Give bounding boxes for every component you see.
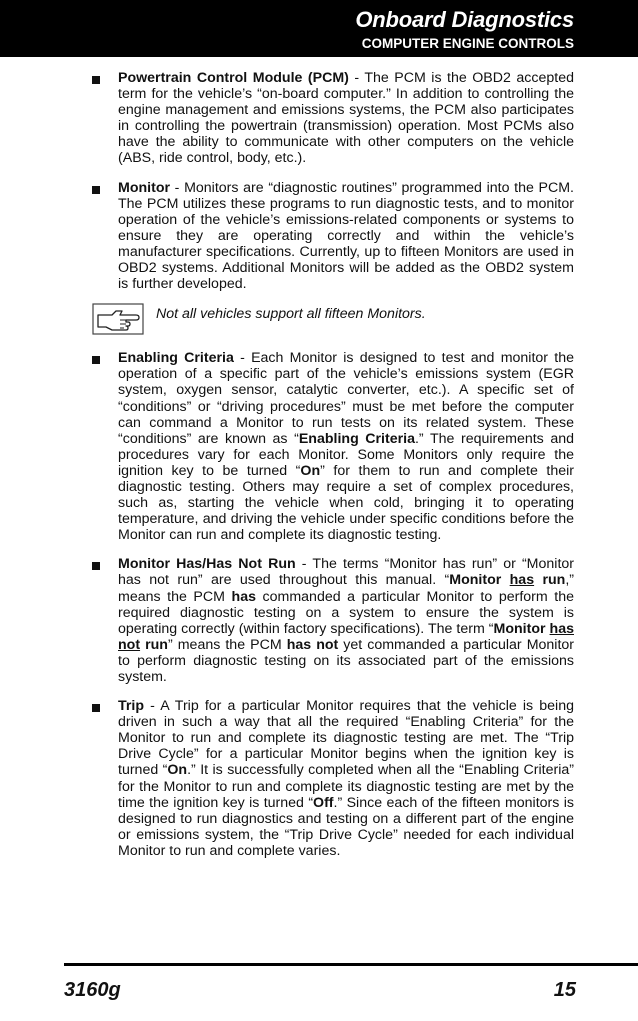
underline-run: has not (118, 620, 574, 653)
text-run: .” It is successfully completed when all the “Enabling Criteria” for the Monitor to run and complete its diagnostic testing are met by the time the ignition key is turned “ (118, 762, 574, 811)
text-run: - Each Monitor is designed to test and monitor the operation of a specific part of the vehicle’s emissions system (EGR system, oxygen sensor, catalytic converter, etc.). A specific set of “conditions” or “driving procedures” must be met before the computer can command a Monitor to run tests on its related system. These “conditions” are known as “ (118, 350, 574, 447)
definition-enabling-criteria (118, 350, 574, 543)
note-callout (92, 303, 574, 339)
bold-run: Monitor (493, 620, 550, 637)
page-number: 15 (553, 979, 576, 1001)
term-label: Enabling Criteria (118, 350, 234, 367)
bullet-icon (92, 704, 100, 712)
main-content (92, 70, 574, 872)
bold-run: run (534, 572, 566, 589)
definition-text: - Monitors are “diagnostic routines” programmed into the PCM. The PCM utilizes these programs to run diagnostic tests, and to monitor operation of the vehicle’s emissions-related components or systems to ensure they are operating correctly and within the vehicle’s manufacturer specifications. Currently, up to fifteen Monitors are used in OBD2 systems. Additional Monitors will be added as the OBD2 system is further developed. (118, 179, 574, 293)
bold-run: has (231, 588, 256, 605)
list-item (92, 350, 574, 543)
text-run: commanded a particular Monitor to perform the required diagnostic testing on a system to ensure the system is operating correctly (within factory specifications). The term “ (118, 588, 574, 637)
term-label: Monitor Has/Has Not Run (118, 556, 296, 573)
list-item (92, 556, 574, 685)
text-run: yet commanded a particular Monitor to perform diagnostic testing on its associated part of the emissions system. (118, 636, 575, 685)
bold-run: run (140, 636, 168, 653)
text-run: .” The requirements and procedures vary for each Monitor. Some Monitors only require the ignition key to be turned “ (118, 430, 575, 479)
text-run: .” Since each of the fifteen monitors is designed to run diagnostics and testing on a different part of the engine or emissions system, the “Trip Drive Cycle” needed for each individual Monitor to run and complete varies. (118, 794, 574, 859)
bold-run: Enabling Criteria (298, 430, 415, 447)
term-label: Powertrain Control Module (PCM) (118, 70, 349, 86)
definition-pcm (118, 70, 574, 167)
footer-divider (64, 963, 638, 966)
text-run: - A Trip for a particular Monitor requires that the vehicle is being driven in such a way that all the required “Enabling Criteria” for the Monitor to run and complete its diagnostic testing are met. The “Trip Drive Cycle” for a particular Monitor begins when the ignition key is turned “ (118, 698, 574, 779)
definition-text: - The PCM is the OBD2 accepted term for the vehicle’s “on-board computer.” In addition to controlling the engine management and emissions systems, the PCM also participates in controlling the powertrain (transmission) operation. Most PCMs also have the ability to communicate with other computers on the vehicle (ABS, ride control, body, etc.). (118, 70, 574, 167)
bullet-icon (92, 76, 100, 84)
bullet-icon (92, 562, 100, 570)
bullet-icon (92, 186, 100, 194)
definition-trip (118, 698, 574, 859)
text-run: ,” means the PCM (118, 572, 574, 605)
text-run: - The terms “Monitor has run” or “Monitor has not run” are used throughout this manual. “ (118, 556, 574, 589)
header-subtitle: COMPUTER ENGINE CONTROLS (361, 36, 574, 51)
note-text: Not all vehicles support all fifteen Monitors. (156, 306, 426, 323)
list-item (92, 180, 574, 293)
term-label: Trip (118, 698, 145, 715)
definition-monitor-has-run (118, 556, 574, 685)
list-item (92, 698, 574, 859)
bold-run: On (167, 762, 188, 779)
bold-run: Off (313, 794, 334, 811)
text-run: ” for them to run and complete their diagnostic testing. Others may require a set of complex procedures, such as, starting the vehicle when cold, bringing it to operating temperature, and driving the vehicle under specific conditions before the Monitor can run and complete its diagnostic testing. (118, 462, 575, 544)
page-header (0, 0, 638, 57)
header-title: Onboard Diagnostics (355, 7, 574, 32)
pointing-hand-icon (92, 303, 144, 335)
underline-run: has (509, 572, 535, 589)
bold-run: Monitor (449, 572, 510, 589)
bullet-icon (92, 356, 100, 364)
bold-run: has not (286, 636, 339, 653)
footer-model: 3160g (64, 979, 121, 1001)
definition-monitor (118, 180, 574, 293)
list-item (92, 70, 574, 167)
text-run: ” means the PCM (167, 636, 287, 653)
bold-run: On (300, 462, 321, 479)
term-label: Monitor (118, 179, 171, 196)
